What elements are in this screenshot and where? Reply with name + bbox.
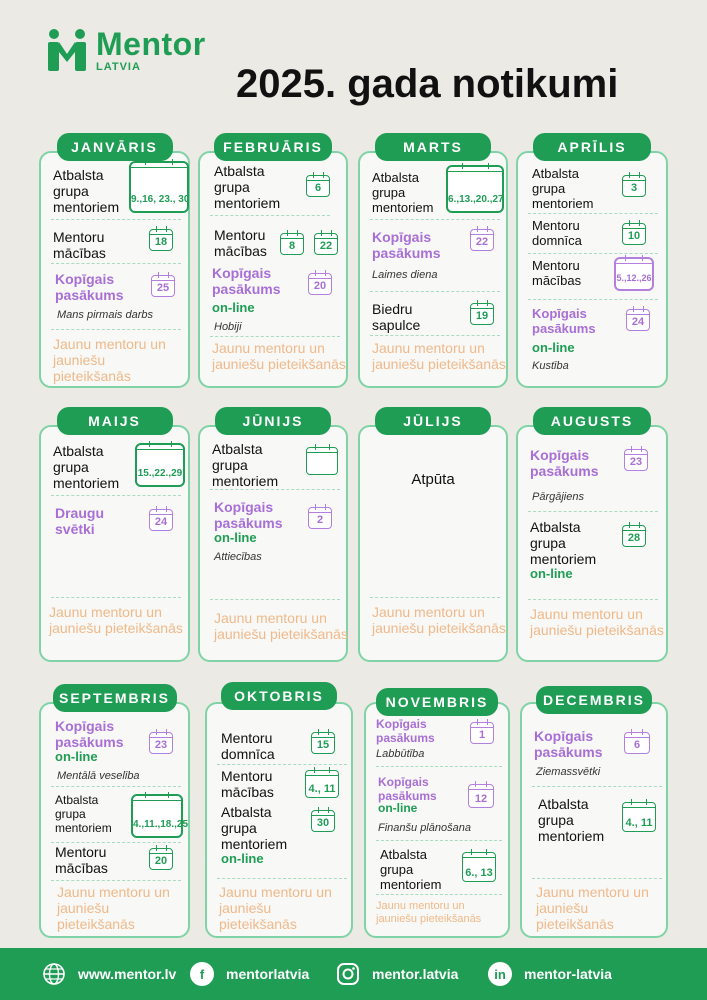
event-subtitle: Finanšu plānošana: [378, 822, 471, 834]
calendar-icon: [462, 852, 496, 882]
event-subtitle: Kustība: [532, 360, 569, 372]
website-link[interactable]: [42, 948, 176, 1000]
event-subtitle: Laimes diena: [372, 269, 438, 281]
month-header: SEPTEMBRIS: [53, 684, 177, 712]
month-card-december: [520, 692, 668, 938]
event-subtitle: Labbūtība: [376, 748, 425, 760]
calendar-date: 6: [633, 739, 641, 751]
month-header: JŪLIJS: [375, 407, 491, 435]
month-header: FEBRUĀRIS: [214, 133, 332, 161]
month-card-april: [516, 139, 668, 388]
calendar-icon: [314, 233, 338, 255]
applications-note: Jaunu mentoru un jauniešu pieteikšanās: [219, 884, 332, 933]
event-title: Kopīgais pasākums: [212, 265, 281, 298]
mentor-logo-icon: [46, 28, 88, 72]
calendar-date: 20: [313, 280, 327, 292]
calendar-date: 10: [627, 230, 641, 242]
calendar-date: 24: [154, 516, 168, 528]
calendar-icon: [308, 507, 332, 529]
month-card-may: [39, 413, 190, 662]
event-title: Atbalsta grupa mentoriem: [53, 443, 120, 492]
calendar-icon: [614, 257, 654, 291]
calendar-date: 25: [156, 282, 170, 294]
month-card-january: [39, 139, 190, 388]
calendar-icon: [622, 223, 646, 245]
event-online: on-line: [214, 530, 257, 545]
month-header: JŪNIJS: [215, 407, 331, 435]
calendar-date: 24: [631, 316, 645, 328]
calendar-date: 22: [475, 236, 489, 248]
calendar-icon: [129, 161, 189, 213]
event-title: Kopīgais pasākums: [530, 447, 599, 480]
mentor-logo: [46, 28, 206, 73]
page-title: 2025. gada notikumi: [236, 62, 619, 106]
event-title: Atbalsta grupa mentoriem: [212, 441, 279, 490]
month-card-november: [364, 694, 510, 938]
applications-note: Jaunu mentoru un jauniešu pieteikšanās: [376, 900, 482, 925]
event-online: on-line: [212, 300, 255, 315]
event-title: Atbalsta grupa mentoriem: [530, 519, 597, 568]
calendar-icon: [622, 525, 646, 547]
applications-note: Jaunu mentoru un jauniešu pieteikšanās: [372, 604, 506, 637]
month-card-july: [358, 413, 508, 662]
calendar-icon: [149, 229, 173, 251]
event-title: Kopīgais pasākums: [55, 271, 124, 304]
event-title: Atbalsta grupa mentoriem: [221, 804, 288, 853]
month-header: MAIJS: [57, 407, 173, 435]
footer-bar: [0, 948, 707, 1000]
linkedin-text: mentor-latvia: [524, 966, 612, 982]
month-header: APRĪLIS: [533, 133, 651, 161]
calendar-icon: [306, 447, 338, 475]
month-card-august: [516, 413, 668, 662]
calendar-date: 2: [316, 514, 324, 526]
event-online: on-line: [378, 801, 418, 815]
calendar-date: 19: [475, 310, 489, 322]
month-card-february: [198, 139, 348, 388]
event-title: Draugu svētki: [55, 505, 104, 538]
event-title: Mentoru mācības: [221, 768, 274, 801]
month-card-september: [39, 690, 190, 938]
event-title: Mentoru mācības: [55, 844, 108, 877]
event-subtitle: Mans pirmais darbs: [57, 309, 153, 321]
facebook-icon: f: [190, 962, 214, 986]
calendar-icon: [311, 810, 335, 832]
facebook-link[interactable]: [190, 948, 309, 1000]
event-title: Atpūta: [411, 471, 455, 488]
calendar-icon: [470, 722, 494, 744]
calendar-date: 23: [154, 739, 168, 751]
calendar-date: 12: [474, 793, 488, 805]
calendar-icon: [622, 175, 646, 197]
calendar-icon: [149, 509, 173, 531]
calendar-icon: [149, 848, 173, 870]
calendar-icon: [624, 449, 648, 471]
event-title: Kopīgais pasākums: [372, 229, 441, 262]
calendar-icon: [470, 303, 494, 325]
event-title: Mentoru domnīca: [532, 218, 582, 248]
applications-note: Jaunu mentoru un jauniešu pieteikšanās: [57, 884, 170, 933]
calendar-date: 23: [629, 456, 643, 468]
calendar-date: 6., 13: [465, 867, 493, 879]
event-title: Kopīgais pasākums: [534, 728, 603, 761]
event-online: on-line: [530, 566, 573, 581]
applications-note: Jaunu mentoru un jauniešu pieteikšanās: [536, 884, 649, 933]
calendar-date: 30: [316, 817, 330, 829]
globe-icon: [42, 962, 66, 986]
calendar-date: 15.,22.,29: [137, 468, 183, 479]
calendar-icon: [446, 165, 504, 213]
calendar-icon: [624, 732, 650, 754]
website-text: www.mentor.lv: [78, 966, 177, 982]
calendar-icon: [470, 229, 494, 251]
event-online: on-line: [532, 340, 575, 355]
calendar-icon: [280, 233, 304, 255]
applications-note: Jaunu mentoru un jauniešu pieteikšanās: [372, 340, 506, 373]
event-subtitle: Pārgājiens: [532, 491, 584, 503]
calendar-date: 1: [478, 729, 486, 741]
instagram-link[interactable]: [336, 948, 458, 1000]
event-title: Atbalsta grupa mentoriem: [372, 170, 434, 215]
month-header: AUGUSTS: [533, 407, 651, 435]
calendar-icon: [305, 770, 339, 798]
month-header: OKTOBRIS: [221, 682, 337, 710]
month-header: MARTS: [375, 133, 491, 161]
month-card-october: [205, 688, 353, 938]
event-subtitle: Ziemassvētki: [536, 766, 601, 778]
calendar-date: 15: [316, 739, 330, 751]
calendar-date: 4., 11: [308, 783, 336, 795]
calendar-date: 18: [154, 236, 168, 248]
calendar-date: 28: [627, 532, 641, 544]
event-title: Atbalsta grupa mentoriem: [53, 167, 120, 216]
calendar-date: 6.,13.,20.,27: [448, 194, 504, 205]
calendar-icon: [622, 802, 656, 832]
calendar-date: 4., 11: [625, 817, 653, 829]
month-header: NOVEMBRIS: [376, 688, 498, 716]
month-header: JANVĀRIS: [57, 133, 173, 161]
applications-note: Jaunu mentoru un jauniešu pieteikšanās: [530, 606, 664, 639]
event-title: Kopīgais pasākums: [532, 306, 596, 336]
instagram-text: mentor.latvia: [372, 966, 459, 982]
month-card-march: [358, 139, 508, 388]
applications-note: Jaunu mentoru un jauniešu pieteikšanās: [212, 340, 346, 373]
calendar-date: 3: [630, 182, 638, 194]
calendar-date: 4.,11.,18.,25: [133, 819, 189, 830]
facebook-text: mentorlatvia: [226, 966, 310, 982]
linkedin-link[interactable]: [488, 948, 612, 1000]
event-title: Atbalsta grupa mentoriem: [532, 166, 594, 211]
calendar-icon: [468, 784, 494, 808]
month-header: DECEMBRIS: [536, 686, 652, 714]
event-title: Atbalsta grupa mentoriem: [538, 796, 605, 845]
brand-name: Mentor: [96, 26, 206, 62]
calendar-icon: [135, 443, 185, 487]
event-subtitle: Hobiji: [214, 321, 242, 333]
calendar-date: 8: [288, 240, 296, 252]
calendar-date: 6: [314, 182, 322, 194]
calendar-icon: [306, 175, 330, 197]
instagram-icon: [336, 962, 360, 986]
event-online: on-line: [221, 851, 264, 866]
applications-note: Jaunu mentoru un jauniešu pieteikšanās: [214, 610, 348, 643]
event-subtitle: Attiecības: [214, 551, 262, 563]
applications-note: Jaunu mentoru un jauniešu pieteikšanās: [53, 336, 166, 385]
brand-sub: LATVIA: [96, 61, 141, 73]
event-title: Atbalsta grupa mentoriem: [55, 793, 112, 835]
calendar-icon: [149, 732, 173, 754]
event-title: Mentoru mācības: [53, 229, 106, 262]
event-title: Mentoru mācības: [532, 258, 582, 288]
event-subtitle: Mentālā veselība: [57, 770, 140, 782]
calendar-date: 20: [154, 855, 168, 867]
calendar-icon: [131, 794, 189, 838]
event-title: Kopīgais pasākums: [376, 717, 435, 745]
event-title: Atbalsta grupa mentoriem: [214, 163, 281, 212]
event-title: Kopīgais pasākums: [378, 775, 437, 803]
event-title: Kopīgais pasākums: [214, 499, 283, 532]
calendar-icon: [311, 732, 335, 754]
calendar-icon: [626, 309, 650, 331]
calendar-icon: [151, 275, 175, 297]
event-title: Atbalsta grupa mentoriem: [380, 847, 442, 892]
event-title: Mentoru domnīca: [221, 730, 275, 763]
applications-note: Jaunu mentoru un jauniešu pieteikšanās: [49, 604, 183, 637]
event-title: Mentoru mācības: [214, 227, 267, 260]
month-card-june: [198, 413, 348, 662]
linkedin-icon: in: [488, 962, 512, 986]
calendar-date: 5.,12.,26: [616, 273, 652, 283]
calendar-date: 22: [319, 240, 333, 252]
calendar-date: 9.,16, 23., 30: [131, 194, 190, 205]
event-title: Kopīgais pasākums: [55, 718, 124, 751]
event-title: Biedru sapulce: [372, 301, 421, 334]
event-online: on-line: [55, 749, 98, 764]
calendar-icon: [308, 273, 332, 295]
